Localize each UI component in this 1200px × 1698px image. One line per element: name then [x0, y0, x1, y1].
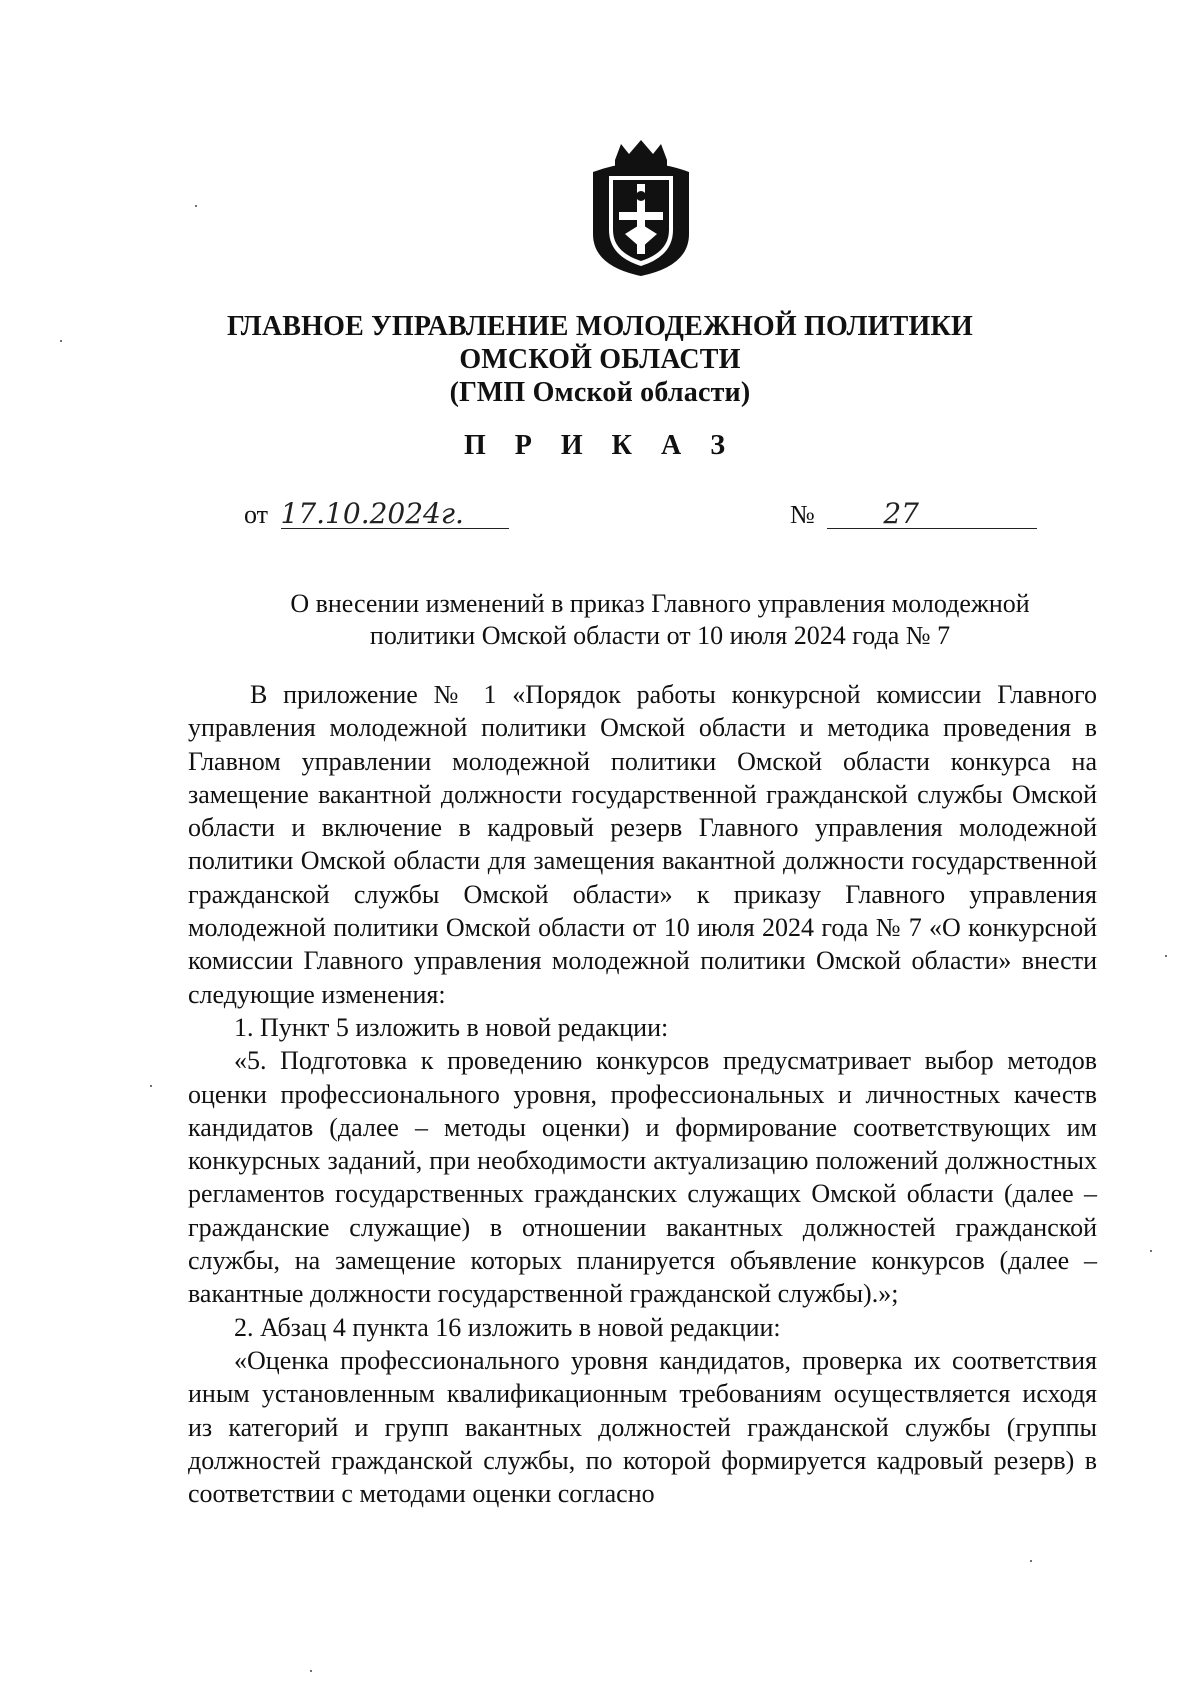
document-body	[188, 678, 1097, 1510]
number-label: №	[790, 500, 815, 529]
scan-speck	[150, 1085, 152, 1087]
number-field	[790, 497, 1037, 530]
body-paragraph: 2. Абзац 4 пункта 16 изложить в новой редакции:	[234, 1312, 781, 1342]
number-value: 27	[827, 500, 1037, 529]
date-value: 17.10.2024г.	[281, 500, 509, 529]
org-name-line-1: ГЛАВНОЕ УПРАВЛЕНИЕ МОЛОДЕЖНОЙ ПОЛИТИКИ	[226, 311, 973, 342]
order-subject: О внесении изменений в приказ Главного управления молодежной политики Омской области от 10 июля 2024 года № 7	[290, 589, 1030, 650]
coat-of-arms-icon	[585, 138, 697, 278]
scan-speck	[195, 205, 197, 207]
body-paragraph: «5. Подготовка к проведению конкурсов предусматривает выбор методов оценки профессионального уровня, профессиональных и личностных качеств кандидатов (далее – методы оценки) и формирование соответствующих им конкурсных заданий, при необходимости актуализацию положений должностных регламентов государственных гражданских служащих Омской области (далее – гражданские служащие) в отношении вакантных должностей гражданской службы, на замещение которых планируется объявление конкурсов (далее – вакантные должности государственной гражданской службы).»;	[188, 1046, 1097, 1309]
org-name-line-2: ОМСКОЙ ОБЛАСТИ	[459, 344, 741, 375]
scan-speck	[60, 340, 62, 342]
document-header	[0, 310, 1200, 409]
scan-speck	[310, 1670, 312, 1672]
date-field	[244, 497, 509, 530]
scan-speck	[1150, 1250, 1152, 1252]
body-paragraph: 1. Пункт 5 изложить в новой редакции:	[234, 1012, 669, 1042]
body-paragraph: «Оценка профессионального уровня кандидатов, проверка их соответствия иным установленным квалификационным требованиям осуществляется исходя из категорий и групп вакантных должностей гражданской службы (группы должностей гражданской службы, по которой формируется кадровый резерв) в соответствии с методами оценки согласно	[188, 1345, 1097, 1509]
date-label: от	[244, 500, 269, 529]
scan-speck	[1165, 955, 1167, 957]
org-abbreviation: (ГМП Омской области)	[449, 377, 751, 408]
scan-speck	[1030, 1560, 1032, 1562]
document-type-title: П Р И К А З	[464, 430, 736, 461]
body-paragraph: В приложение № 1 «Порядок работы конкурсной комиссии Главного управления молодежной политики Омской области и методика проведения в Главном управлении молодежной политики Омской области конкурса на замещение вакантной должности государственной гражданской службы Омской области и включение в кадровый резерв Главного управления молодежной политики Омской области для замещения вакантной должности государственной гражданской службы Омской области» к приказу Главного управления молодежной политики Омской области от 10 июля 2024 года № 7 «О конкурсной комиссии Главного управления молодежной политики Омской области» внести следующие изменения:	[188, 680, 1097, 1009]
